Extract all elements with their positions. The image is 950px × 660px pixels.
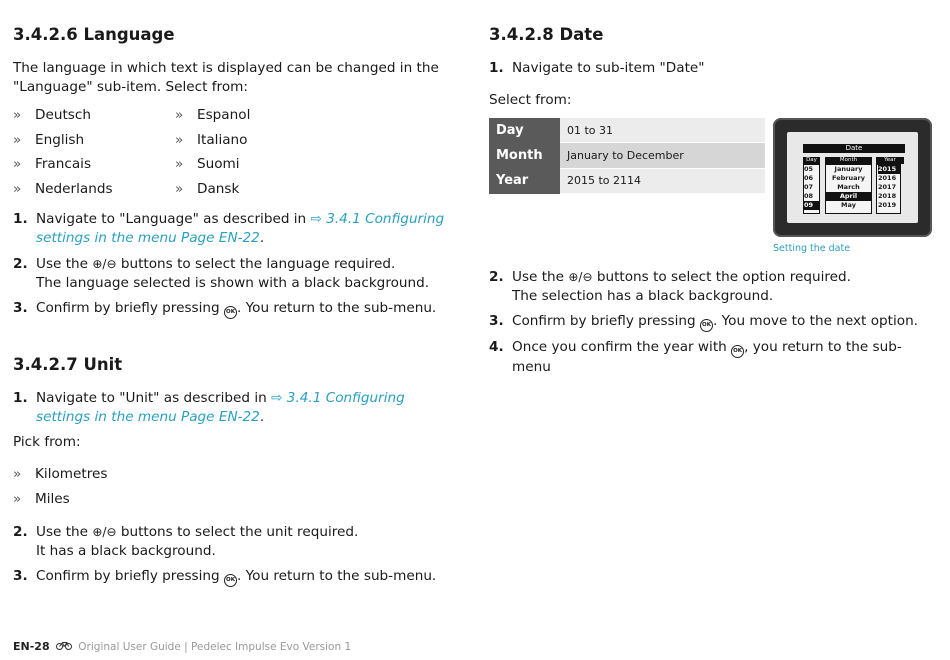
heading-language: 3.4.2.6 Language — [13, 25, 175, 44]
day-column-header: Day — [803, 157, 820, 164]
device-display-illustration — [773, 118, 932, 237]
table-row: Day 01 to 31 — [489, 118, 765, 143]
page-footer — [13, 640, 351, 653]
table-row: Month January to December — [489, 143, 765, 168]
plus-minus-icon: ⊕/⊖ — [92, 525, 117, 539]
heading-date: 3.4.2.8 Date — [489, 25, 604, 44]
heading-unit: 3.4.2.7 Unit — [13, 355, 123, 374]
day-column: 05 06 07 08 09 — [803, 164, 820, 214]
ok-button-icon: OK — [224, 574, 237, 587]
figure-caption: Setting the date — [773, 243, 851, 254]
device-screen — [787, 132, 918, 223]
year-column-header: Year — [876, 157, 904, 164]
cross-reference-link[interactable]: ⇨ 3.4.1 Configuring settings in the menu Page EN-22 — [36, 390, 405, 425]
year-column: 2015 2016 2017 2018 2019 — [876, 164, 901, 214]
select-from-label: Select from: — [489, 92, 572, 108]
table-row: Year 2015 to 2114 — [489, 168, 765, 193]
page-number: EN-28 — [13, 640, 50, 653]
plus-minus-icon: ⊕/⊖ — [568, 270, 593, 284]
date-range-table — [489, 118, 765, 194]
cross-reference-link[interactable]: ⇨ 3.4.1 Configuring settings in the menu Page EN-22 — [36, 211, 445, 246]
ok-button-icon: OK — [731, 345, 744, 358]
footer-text: Original User Guide | Pedelec Impulse Evo Version 1 — [78, 641, 352, 653]
language-intro: The language in which text is displayed can be changed in the "Language" sub-item. Select from: — [13, 60, 439, 95]
ok-button-icon: OK — [224, 306, 237, 319]
pick-from-label: Pick from: — [13, 434, 81, 450]
screen-title: Date — [803, 144, 905, 153]
bicycle-icon — [56, 641, 75, 653]
plus-minus-icon: ⊕/⊖ — [92, 257, 117, 271]
ok-button-icon: OK — [700, 319, 713, 332]
month-column: January February March April May — [825, 164, 872, 214]
month-column-header: Month — [825, 157, 872, 164]
